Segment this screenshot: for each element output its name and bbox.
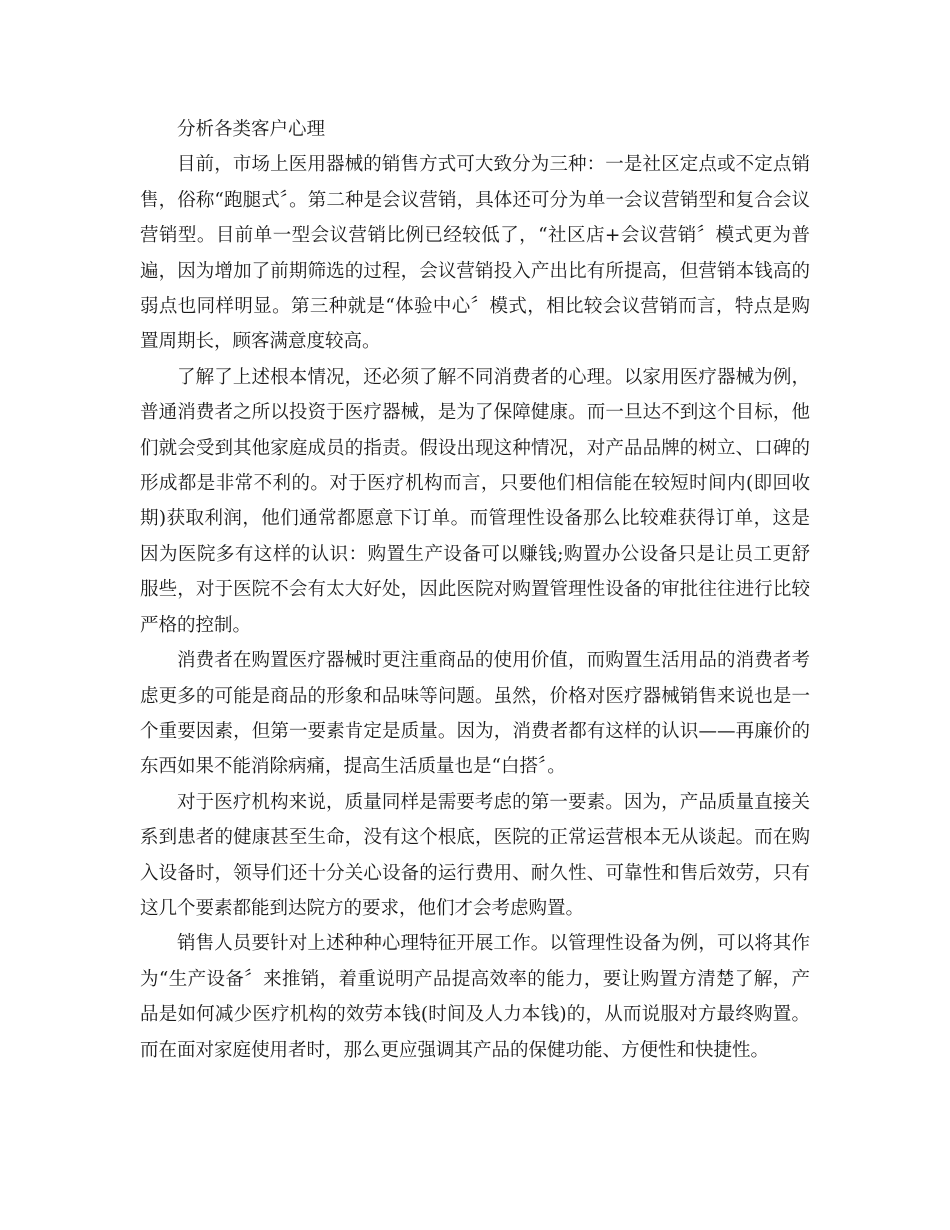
paragraph-1: 目前，市场上医用器械的销售方式可大致分为三种：一是社区定点或不定点销售，俗称“跑腿式〞。第二种是会议营销，具体还可分为单一会议营销型和复合会议营销型。目前单一型会议营销比例已经较低了，“社区店+会议营销〞模式更为普遍，因为增加了前期筛选的过程，会议营销投入产出比有所提高，但营销本钱高的弱点也同样明显。第三种就是“体验中心〞模式，相比较会议营销而言，特点是购置周期长，顾客满意度较高。 [140, 154, 810, 353]
document-title: 分析各类客户心理 [177, 119, 326, 140]
paragraph-4: 对于医疗机构来说，质量同样是需要考虑的第一要素。因为，产品质量直接关系到患者的健康甚至生命，没有这个根底，医院的正常运营根本无从谈起。而在购入设备时，领导们还十分关心设备的运行费用、耐久性、可靠性和售后效劳，只有这几个要素都能到达院方的要求，他们才会考虑购置。 [140, 791, 810, 919]
paragraph-5: 销售人员要针对上述种种心理特征开展工作。以管理性设备为例，可以将其作为“生产设备〞来推销，着重说明产品提高效率的能力，要让购置方清楚了解，产品是如何减少医疗机构的效劳本钱(时间及人力本钱)的，从而说服对方最终购置。而在面对家庭使用者时，那么更应强调其产品的保健功能、方便性和快捷性。 [140, 933, 810, 1061]
document-body [140, 112, 810, 1068]
paragraph-2: 了解了上述根本情况，还必须了解不同消费者的心理。以家用医疗器械为例，普通消费者之所以投资于医疗器械，是为了保障健康。而一旦达不到这个目标，他们就会受到其他家庭成员的指责。假设出现这种情况，对产品品牌的树立、口碑的形成都是非常不利的。对于医疗机构而言，只要他们相信能在较短时间内(即回收期)获取利润，他们通常都愿意下订单。而管理性设备那么比较难获得订单，这是因为医院多有这样的认识：购置生产设备可以赚钱;购置办公设备只是让员工更舒服些，对于医院不会有太大好处，因此医院对购置管理性设备的审批往往进行比较严格的控制。 [140, 366, 810, 636]
paragraph-3: 消费者在购置医疗器械时更注重商品的使用价值，而购置生活用品的消费者考虑更多的可能是商品的形象和品味等问题。虽然，价格对医疗器械销售来说也是一个重要因素，但第一要素肯定是质量。因为，消费者都有这样的认识——再廉价的东西如果不能消除病痛，提高生活质量也是“白搭〞。 [140, 650, 810, 778]
